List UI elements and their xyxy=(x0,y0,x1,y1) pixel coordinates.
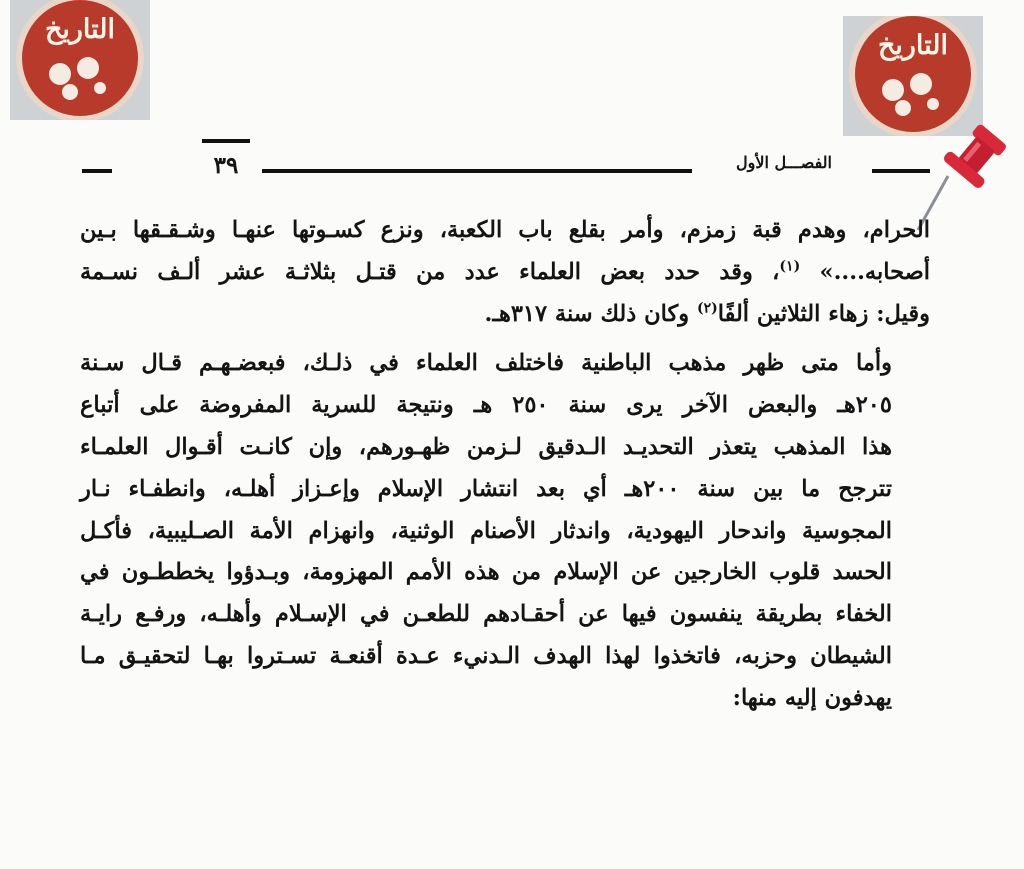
chapter-title: الفصـــل الأول xyxy=(736,153,832,172)
text-line: هذا المذهب يتعذر التحديـد الـدقيق لـزمن ظهـورهم، وإن كانـت أقـوال العلمـاء xyxy=(80,433,892,460)
page-header xyxy=(82,139,930,189)
paragraph-2 xyxy=(80,343,930,719)
footnote-ref: (٢) xyxy=(696,300,718,317)
text-line: الشيطان وحزبه، فاتخذوا لهذا الهدف الـدنيء عـدة أقنعـة تسـتروا بهـا لتحقيـق مـا xyxy=(80,642,892,669)
logo-text: التاريخ xyxy=(877,30,949,61)
text-line xyxy=(80,252,930,294)
text-fragment: وقيل: زهاء الثلاثين ألفًا xyxy=(717,300,930,327)
page-text xyxy=(80,210,930,720)
footnote-ref: (١) xyxy=(779,258,801,275)
text-line: تترجح ما بين سنة ٢٠٠هـ أي بعد انتشار الإسلام وإعـزاز أهلـه، وانطفـاء نـار xyxy=(80,475,892,502)
logo-text: التاريخ xyxy=(44,14,116,45)
header-rule-left xyxy=(82,169,112,173)
text-line: وأما متى ظهر مذهب الباطنية فاختلف العلماء في ذلـك، فبعضـهـم قـال سـنة xyxy=(80,350,892,377)
paragraph-1 xyxy=(80,210,930,335)
header-rule-middle xyxy=(262,169,692,173)
text-line: ٢٠٥هـ والبعض الآخر يرى سنة ٢٥٠ هـ ونتيجة للسرية المفروضة على أتباع xyxy=(80,392,892,419)
text-fragment: أصحابه....» xyxy=(819,258,930,285)
text-line: الحرام، وهدم قبة زمزم، وأمر بقلع باب الكعبة، ونزع كسـوتها عنهـا وشـقـقها بـين xyxy=(80,217,930,243)
text-fragment: وكان ذلك سنة ٣١٧هـ. xyxy=(484,300,690,327)
logo-left xyxy=(10,0,150,120)
text-line: يهدفون إليه منها: xyxy=(732,684,892,711)
text-line xyxy=(80,294,930,336)
text-fragment: ، وقد حدد بعض العلماء عدد من قتـل بثلاثـة عشر ألـف نسـمة xyxy=(80,258,780,285)
text-line: المجوسية واندحار اليهودية، واندثار الأصنام الوثنية، وانهزام الأمة الصـليبية، فأكـل xyxy=(80,517,892,544)
text-line: الخفاء بطريقة ينفسون فيها عن أحقـادهم للطعـن في الإسـلام وأهلـه، ورفـع رايـة xyxy=(80,601,892,628)
text-line: الحسد قلوب الخارجين عن الإسلام من هذه الأمم المهزومة، وبـدؤوا يخططـون في xyxy=(80,559,892,586)
page-number: ٣٩ xyxy=(202,139,250,187)
